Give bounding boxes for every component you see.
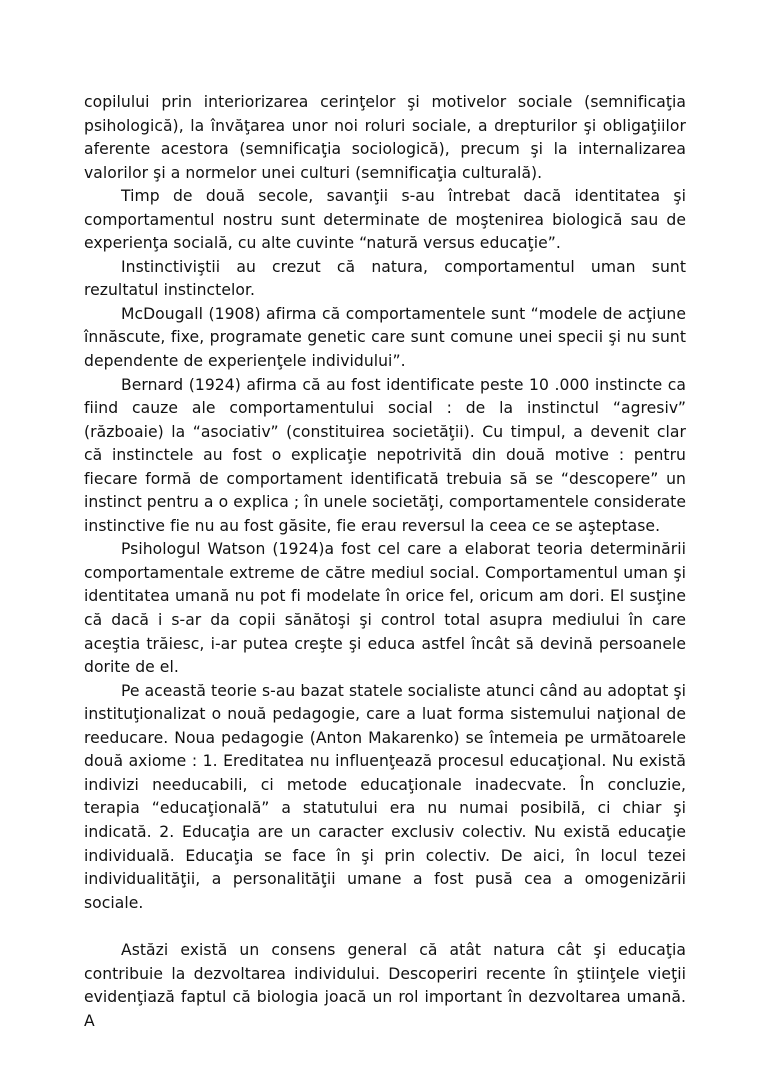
paragraph-mcdougall: McDougall (1908) afirma că comportamentele sunt “modele de acţiune înnăscute, fixe, programate genetic care sunt comune unei specii şi nu sunt dependente de experienţele individului”. bbox=[84, 304, 686, 371]
paragraph-instinctivists: Instinctiviştii au crezut că natura, comportamentul uman sunt rezultatul instinctelor. bbox=[84, 257, 686, 300]
paragraph-nature-vs-nurture: Timp de două secole, savanţii s-au întrebat dacă identitatea şi comportamentul nostru sunt determinate de moştenirea biologică sau de experienţa socială, cu alte cuvinte “natură versus educaţie”. bbox=[84, 187, 686, 253]
paragraph-bernard: Bernard (1924) afirma că au fost identificate peste 10 .000 instincte ca fiind cauze ale comportamentului social : de la instinctul “agresiv” (războaie) la “asociativ” (constituirea societăţii). Cu timpul, a devenit clar că instinctele au fost o explicaţie nepotrivită din două motive : pentru fiecare formă de comportament identificată trebuia să se “descopere” un instinct pentru a o explica ; în unele societăţi, comportamentele considerate instinctive fie nu au fost găsite, fie erau reversul la ceea ce se aşteptase. bbox=[84, 375, 686, 535]
document-page bbox=[84, 91, 686, 1033]
paragraph-socialist-pedagogy: Pe această teorie s-au bazat statele socialiste atunci când au adoptat şi instituţionalizat o nouă pedagogie, care a luat forma sistemului naţional de reeducare. Noua pedagogie (Anton Makarenko) se întemeia pe următoarele două axiome : 1. Ereditatea nu influenţează procesul educaţional. Nu există indivizi needucabili, ci metode educaţionale inadecvate. În concluzie, terapia “educaţională” a statutului era nu numai posibilă, ci chiar şi indicată. 2. Educaţia are un caracter exclusiv colectiv. Nu există educaţie individuală. Educaţia se face în şi prin colectiv. De aici, în locul tezei individualităţii, a personalităţii umane a fost pusă cea a omogenizării sociale. bbox=[84, 681, 686, 912]
paragraph-consensus: Astăzi există un consens general că atât natura cât şi educaţia contribuie la dezvoltarea individului. Descoperiri recente în ştiinţele vieţii evidenţiază faptul că biologia joacă un rol important în dezvoltarea umană. A bbox=[84, 941, 686, 1030]
paragraph-watson: Psihologul Watson (1924)a fost cel care a elaborat teoria determinării comportamentale extreme de către mediul social. Comportamentul uman şi identitatea umană nu pot fi modelate în orice fel, oricum am dori. El susţine că dacă i s-ar da copii sănătoşi şi control total asupra mediului în care aceştia trăiesc, i-ar putea creşte şi educa astfel încât să devină persoanele dorite de el. bbox=[84, 540, 686, 677]
paragraph-continuation: copilului prin interiorizarea cerinţelor şi motivelor sociale (semnificaţia psihologică), la învăţarea unor noi roluri sociale, a drepturilor şi obligaţiilor aferente acestora (semnificaţia sociologică), precum şi la internalizarea valorilor şi a normelor unei culturi (semnificaţia culturală). bbox=[84, 93, 686, 182]
